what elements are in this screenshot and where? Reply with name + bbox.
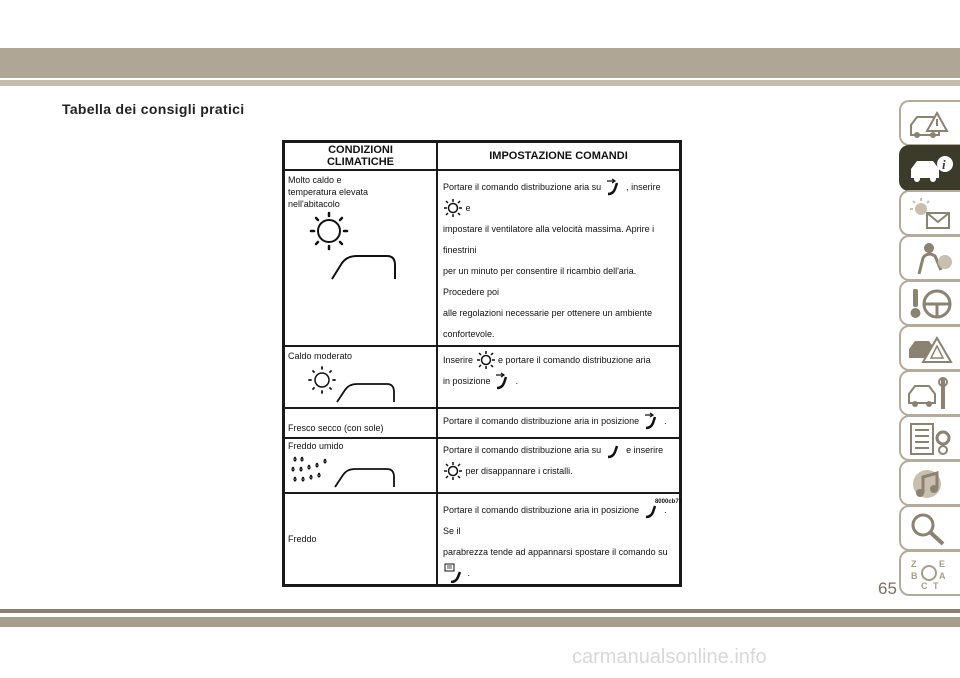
tab-alphabet-index[interactable] bbox=[899, 550, 960, 596]
watermark-text: carmanualsonline.info bbox=[572, 646, 767, 668]
car-warning-icon bbox=[907, 107, 953, 141]
setting-text-part: Portare il comando distribuzione aria in posizione bbox=[443, 415, 640, 426]
svg-text:E: E bbox=[939, 559, 946, 569]
footer-rule bbox=[0, 609, 960, 613]
setting-text-part: . bbox=[664, 415, 667, 426]
setting-text-part: Portare il comando distribuzione aria in posizione bbox=[443, 504, 640, 515]
setting-text-part: , inserire bbox=[626, 181, 661, 192]
setting-cell-cold bbox=[437, 493, 681, 586]
section-title: Tabella dei consigli pratici bbox=[62, 101, 245, 117]
setting-text-part: Portare il comando distribuzione aria su bbox=[443, 444, 602, 455]
windshield-feet-icon bbox=[443, 563, 465, 583]
condition-cell-cold bbox=[284, 493, 438, 586]
setting-text-part: e inserire bbox=[626, 444, 664, 455]
setting-text bbox=[443, 440, 679, 482]
setting-text-part: in posizione bbox=[443, 375, 491, 386]
feet-airflow-icon bbox=[604, 178, 624, 196]
setting-cell-dry bbox=[437, 408, 681, 438]
alphabet-index-icon bbox=[907, 557, 953, 591]
setting-text-part: Portare il comando distribuzione aria su bbox=[443, 181, 602, 192]
setting-cell-hot bbox=[437, 170, 681, 346]
sun-car-icon bbox=[287, 211, 397, 281]
condition-label: Molto caldo e temperatura elevata nell'abitacolo bbox=[288, 174, 369, 209]
sun-car-small-icon bbox=[287, 362, 397, 404]
setting-text bbox=[443, 500, 679, 584]
tab-steering-wheel[interactable] bbox=[899, 280, 960, 326]
setting-text-part: . bbox=[467, 567, 471, 578]
header-band bbox=[0, 48, 960, 78]
tips-figure bbox=[282, 140, 682, 578]
setting-text-part: parabrezza tende ad appannarsi spostare il comando su bbox=[443, 546, 668, 557]
condition-label: Freddo bbox=[288, 533, 317, 544]
setting-text-part: e bbox=[465, 202, 471, 213]
svg-text:B: B bbox=[911, 571, 918, 581]
condition-label: Freddo umido bbox=[288, 440, 344, 451]
passenger-airbag-icon bbox=[907, 242, 953, 276]
car-info-icon bbox=[907, 152, 953, 186]
feet-airflow-icon bbox=[642, 412, 662, 430]
svg-text:T: T bbox=[933, 581, 939, 591]
tab-passenger-airbag[interactable] bbox=[899, 235, 960, 281]
setting-text-part: per un minuto per consentire il ricambio dell'aria. Procedere poi bbox=[443, 265, 637, 297]
ac-snowflake-icon bbox=[443, 462, 463, 480]
svg-text:i: i bbox=[942, 157, 946, 172]
footer-band bbox=[0, 617, 960, 627]
car-service-icon bbox=[907, 377, 953, 411]
ac-snowflake-icon bbox=[443, 199, 463, 217]
tips-table bbox=[282, 140, 682, 587]
svg-text:Z: Z bbox=[911, 559, 917, 569]
svg-text:A: A bbox=[939, 571, 946, 581]
feet-airflow-icon bbox=[604, 441, 624, 459]
condition-label: Fresco secco (con sole) bbox=[288, 422, 384, 433]
sun-mail-icon bbox=[907, 197, 953, 231]
condition-cell-hot bbox=[284, 170, 438, 346]
setting-text-part: impostare il ventilatore alla velocità massima. Aprire i finestrini bbox=[443, 223, 655, 255]
setting-text-part: per disappannare i cristalli. bbox=[465, 465, 573, 476]
setting-cell-damp bbox=[437, 438, 681, 493]
tab-car-hazard[interactable] bbox=[899, 325, 960, 371]
header-settings: IMPOSTAZIONE COMANDI bbox=[437, 142, 681, 170]
setting-text-part: . bbox=[515, 375, 519, 386]
figure-code: 8000cb71 bbox=[654, 499, 682, 505]
setting-text-part: alle regolazioni necessarie per ottenere un ambiente confortevole. bbox=[443, 307, 653, 339]
setting-text-part: e portare il comando distribuzione aria bbox=[498, 354, 651, 365]
tab-settings-list[interactable] bbox=[899, 415, 960, 461]
steering-wheel-icon bbox=[907, 287, 953, 321]
setting-text bbox=[443, 411, 679, 432]
condition-label: Caldo moderato bbox=[288, 350, 353, 361]
ac-snowflake-icon bbox=[476, 351, 496, 369]
setting-cell-warm bbox=[437, 346, 681, 408]
condition-cell-warm bbox=[284, 346, 438, 408]
setting-text-part: . Se il bbox=[443, 504, 667, 536]
tab-car-info[interactable] bbox=[899, 145, 960, 191]
setting-text bbox=[443, 177, 679, 345]
tab-search[interactable] bbox=[899, 505, 960, 551]
setting-text bbox=[443, 350, 679, 392]
tab-sun-mail[interactable] bbox=[899, 190, 960, 236]
settings-list-icon bbox=[907, 422, 953, 456]
condition-cell-damp bbox=[284, 438, 438, 493]
header-conditions: CONDIZIONI CLIMATICHE bbox=[284, 142, 438, 170]
car-music-icon bbox=[907, 467, 953, 501]
setting-text-part: Inserire bbox=[443, 354, 474, 365]
page-number: 65 bbox=[878, 579, 897, 598]
header-rule bbox=[0, 80, 960, 86]
rain-car-icon bbox=[287, 453, 397, 491]
tab-car-service[interactable] bbox=[899, 370, 960, 416]
tab-car-music[interactable] bbox=[899, 460, 960, 506]
condition-cell-dry bbox=[284, 408, 438, 438]
car-hazard-icon bbox=[907, 332, 953, 366]
tab-car-warning[interactable] bbox=[899, 100, 960, 146]
svg-text:C: C bbox=[921, 581, 928, 591]
feet-airflow-icon bbox=[493, 372, 513, 390]
search-icon bbox=[907, 512, 953, 546]
